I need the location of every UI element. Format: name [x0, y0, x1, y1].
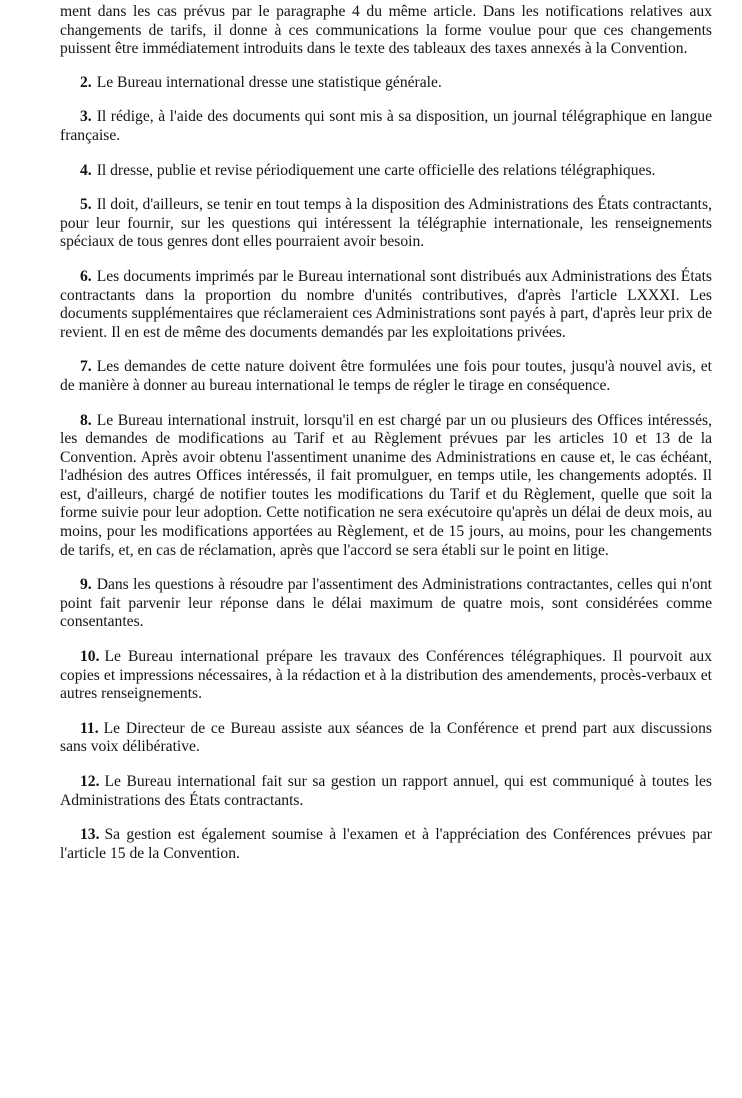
paragraph-number: 5. [80, 196, 92, 214]
paragraph-text: Le Bureau international dresse une statistique générale. [96, 73, 442, 91]
paragraph-5 [60, 196, 712, 252]
paragraph-9 [60, 576, 712, 632]
paragraph-number: 9. [80, 576, 92, 594]
paragraph-number: 10. [80, 648, 100, 666]
paragraph-text: Il dresse, publie et revise périodiquement une carte officielle des relations télégraphiques. [96, 161, 656, 179]
paragraph-text: Le Bureau international instruit, lorsqu'il en est chargé par un ou plusieurs des Offices intéressés, les demandes de modifications au Tarif et au Règlement prévues par les articles 10 et 13 de la Convention. Après avoir obtenu l'assentiment unanime des Administrations en cause et, le cas échéant, l'adhésion des autres Offices intéressés, il fait promulguer, en temps utile, les changements adoptés. Il est, d'ailleurs, chargé de notifier toutes les modifications du Tarif et du Règlement, quelle que soit la forme suivie pour leur adoption. Cette notification ne sera exécutoire qu'après un délai de deux mois, au moins, pour les modifications apportées au Règlement, et de 15 jours, au moins, pour les changements de tarifs, et, en cas de réclamation, après que l'accord se sera établi sur le point en litige. [60, 411, 712, 559]
paragraph-4 [60, 162, 712, 181]
paragraph-text: Le Bureau international fait sur sa gestion un rapport annuel, qui est communiqué à toutes les Administrations des États contractants. [60, 773, 712, 809]
paragraph-text: Les demandes de cette nature doivent être formulées une fois pour toutes, jusqu'à nouvel avis, et de manière à donner au bureau international le temps de régler le tirage en conséquence. [60, 358, 712, 394]
paragraph-7 [60, 358, 712, 395]
paragraph-number: 8. [80, 411, 92, 429]
paragraph-number: 7. [80, 358, 92, 376]
paragraph-text: Dans les questions à résoudre par l'assentiment des Administrations contractantes, celles qui n'ont point fait parvenir leur réponse dans le délai maximum de quatre mois, sont considérées comme consentantes. [60, 576, 712, 631]
paragraph-text: ment dans les cas prévus par le paragraphe 4 du même article. Dans les notifications relatives aux changements de tarifs, il donne à ces communications la forme voulue pour que ces changements puissent être immédiatement introduits dans le texte des tableaux des taxes annexés à la Convention. [60, 3, 712, 58]
paragraph-text: Le Bureau international prépare les travaux des Conférences télégraphiques. Il pourvoit aux copies et impressions nécessaires, à la rédaction et à la distribution des amendements, procès-verbaux et autres renseignements. [60, 648, 712, 703]
paragraph-text: Les documents imprimés par le Bureau international sont distribués aux Administrations des États contractants dans la proportion du nombre d'unités contributives, d'après l'article LXXXI. Les documents supplémentaires que réclameraient ces Administrations sont payés à part, d'après leur prix de revient. Il en est de même des documents demandés par les exploitations privées. [60, 267, 712, 341]
paragraph-10 [60, 648, 712, 704]
paragraph-number: 12. [80, 773, 100, 790]
paragraph-number: 6. [80, 267, 92, 285]
paragraph-number: 11. [80, 719, 99, 737]
paragraph-number: 2. [80, 73, 92, 91]
paragraph-number: 13. [80, 826, 100, 844]
document-page [60, 3, 712, 879]
paragraph-text: Le Directeur de ce Bureau assiste aux séances de la Conférence et prend part aux discussions sans voix délibérative. [60, 719, 712, 756]
paragraph-text: Il rédige, à l'aide des documents qui sont mis à sa disposition, un journal télégraphique en langue française. [60, 108, 712, 144]
paragraph-continuation [60, 3, 712, 59]
paragraph-text: Il doit, d'ailleurs, se tenir en tout temps à la disposition des Administrations des États contractants, pour leur fournir, sur les questions qui intéressent la télégraphie internationale, les renseignements spéciaux de tous genres dont elles pourraient avoir besoin. [60, 196, 712, 251]
paragraph-13 [60, 826, 712, 863]
paragraph-6 [60, 268, 712, 342]
paragraph-text: Sa gestion est également soumise à l'examen et à l'appréciation des Conférences prévues par l'article 15 de la Convention. [60, 826, 712, 862]
paragraph-8 [60, 412, 712, 561]
paragraph-number: 3. [80, 108, 92, 126]
paragraph-3 [60, 108, 712, 145]
paragraph-12 [60, 773, 712, 810]
paragraph-2 [60, 74, 712, 93]
paragraph-11 [60, 720, 712, 757]
paragraph-number: 4. [80, 161, 92, 179]
